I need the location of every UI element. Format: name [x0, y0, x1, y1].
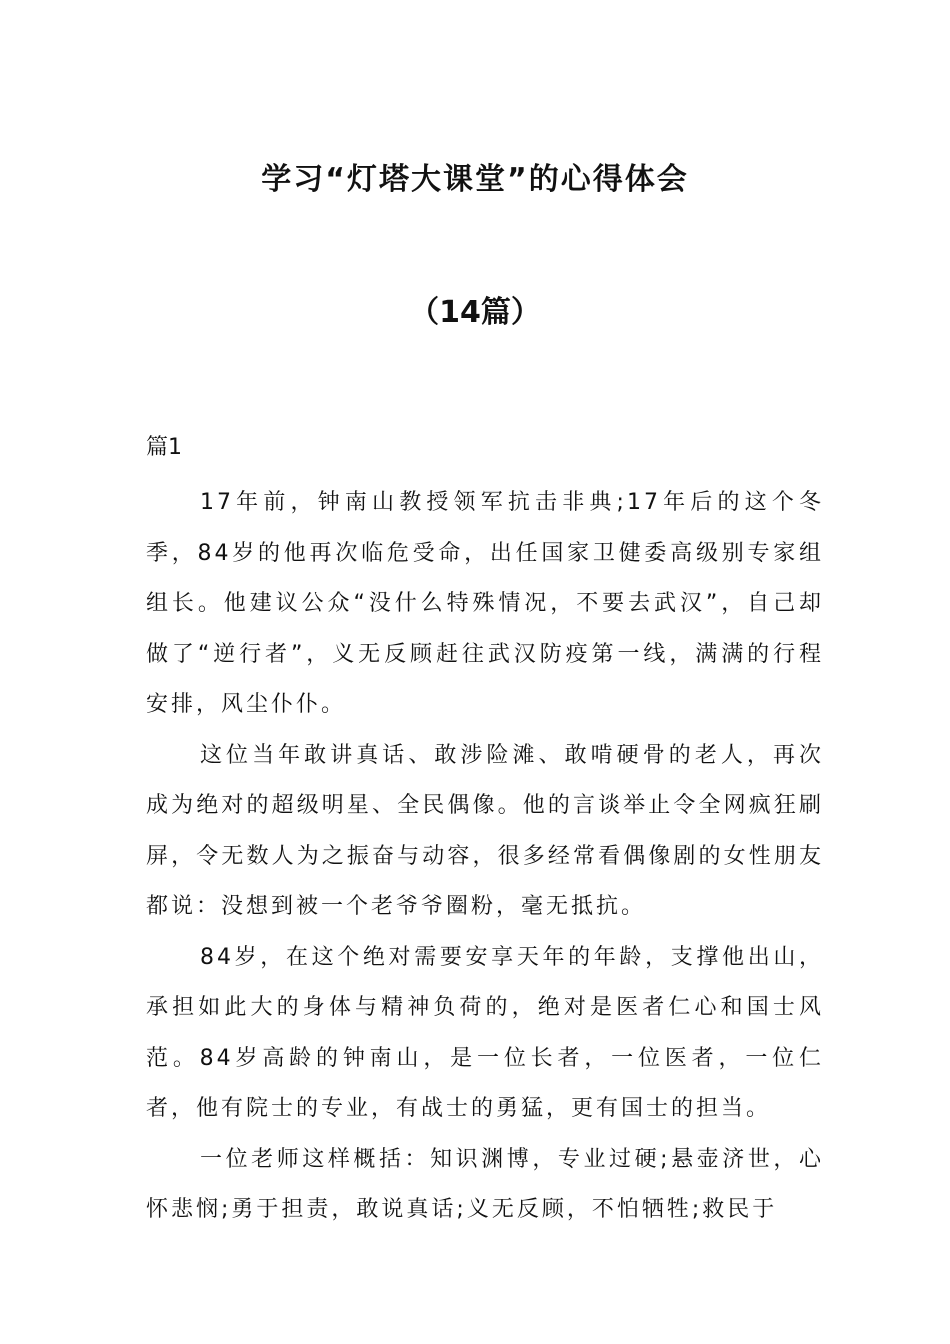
paragraph: 一位老师这样概括：知识渊博，专业过硬;悬壶济世，心怀悲悯;勇于担责，敢说真话;义无反顾，不怕牺牲;救民于: [146, 1146, 824, 1222]
section-label: 篇1: [146, 435, 182, 460]
document-body: [146, 478, 824, 1236]
paragraph: 84岁，在这个绝对需要安享天年的年龄，支撑他出山，承担如此大的身体与精神负荷的，绝对是医者仁心和国士风范。84岁高龄的钟南山，是一位长者，一位医者，一位仁者，他有院士的专业，有战士的勇猛，更有国士的担当。: [146, 944, 824, 1121]
document-subtitle: （14篇）: [409, 295, 541, 330]
document-title: 学习“灯塔大课堂”的心得体会: [261, 162, 689, 197]
paragraph: 这位当年敢讲真话、敢涉险滩、敢啃硬骨的老人，再次成为绝对的超级明星、全民偶像。他的言谈举止令全网疯狂刷屏，令无数人为之振奋与动容，很多经常看偶像剧的女性朋友都说：没想到被一个老爷爷圈粉，毫无抵抗。: [146, 742, 824, 919]
paragraph: 17年前，钟南山教授领军抗击非典;17年后的这个冬季，84岁的他再次临危受命，出任国家卫健委高级别专家组组长。他建议公众“没什么特殊情况，不要去武汉”，自己却做了“逆行者”，义无反顾赶往武汉防疫第一线，满满的行程安排，风尘仆仆。: [146, 490, 824, 717]
